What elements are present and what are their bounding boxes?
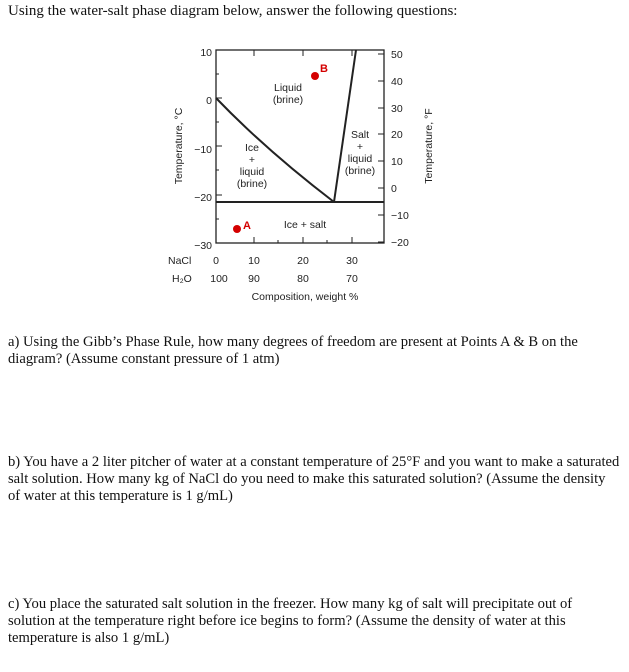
left-tick-minus10: −10 [194, 144, 212, 156]
region-ice-salt: Ice + salt [283, 219, 327, 231]
region-ice-plus: + [248, 154, 256, 166]
question-a: a) Using the Gibb’s Phase Rule, how many degrees of freedom are present at Points A & B on the diagram? (Assume constant pressure of 1 atm) [8, 334, 578, 367]
liquidus-salt-line [334, 50, 356, 202]
intro-text: Using the water-salt phase diagram below, answer the following questions: [8, 3, 458, 19]
bottom-axis-ticks [254, 50, 352, 243]
point-a-marker [233, 225, 241, 233]
nacl-label: NaCl [168, 255, 192, 267]
right-tick-30: 30 [391, 103, 403, 115]
right-tick-minus10: −10 [391, 210, 409, 222]
left-axis-ticks [216, 50, 222, 243]
right-axis-label: Temperature, °F [423, 108, 435, 184]
nacl-tick-0: 0 [213, 255, 219, 267]
right-tick-minus20: −20 [391, 237, 409, 249]
nacl-tick-20: 20 [297, 255, 309, 267]
right-tick-40: 40 [391, 76, 403, 88]
x-axis-label: Composition, weight % [251, 291, 359, 303]
region-liquid: Liquid [273, 82, 303, 94]
right-axis-ticks [378, 54, 384, 242]
phase-diagram [0, 0, 629, 330]
point-a-label: A [243, 220, 251, 232]
point-b-marker [311, 72, 319, 80]
region-ice-brine: (brine) [236, 178, 268, 190]
region-liquid-sub: (brine) [272, 94, 304, 106]
nacl-tick-10: 10 [248, 255, 260, 267]
right-tick-50: 50 [391, 49, 403, 61]
region-salt-liquid: liquid [347, 153, 373, 165]
h2o-tick-70: 70 [346, 273, 358, 285]
point-b-label: B [320, 63, 328, 75]
right-tick-0: 0 [391, 183, 397, 195]
h2o-tick-90: 90 [248, 273, 260, 285]
region-ice-liquid: liquid [239, 166, 265, 178]
region-ice: Ice [244, 142, 260, 154]
nacl-tick-30: 30 [346, 255, 358, 267]
liquidus-ice-line [216, 98, 334, 202]
h2o-tick-80: 80 [297, 273, 309, 285]
h2o-tick-100: 100 [210, 273, 228, 285]
left-tick-minus20: −20 [194, 192, 212, 204]
region-salt: Salt [350, 129, 370, 141]
right-tick-20: 20 [391, 129, 403, 141]
question-b: b) You have a 2 liter pitcher of water at a constant temperature of 25°F and you want to make a saturated salt solution. How many kg of NaCl do you need to make this saturated solution? (Assume the density of water at this temperature is 1 g/mL) [8, 454, 620, 504]
left-tick-minus30: −30 [194, 240, 212, 252]
left-tick-0: 0 [206, 95, 212, 107]
right-tick-10: 10 [391, 156, 403, 168]
region-salt-plus: + [356, 141, 364, 153]
left-axis-label: Temperature, °C [173, 107, 185, 185]
left-tick-10: 10 [200, 47, 212, 59]
region-salt-brine: (brine) [344, 165, 376, 177]
question-c: c) You place the saturated salt solution in the freezer. How many kg of salt will precipitate out of solution at the temperature right before ice begins to form? (Assume the density of water at this temperature is also 1 g/mL) [8, 596, 573, 646]
h2o-label: H₂O [172, 273, 192, 285]
